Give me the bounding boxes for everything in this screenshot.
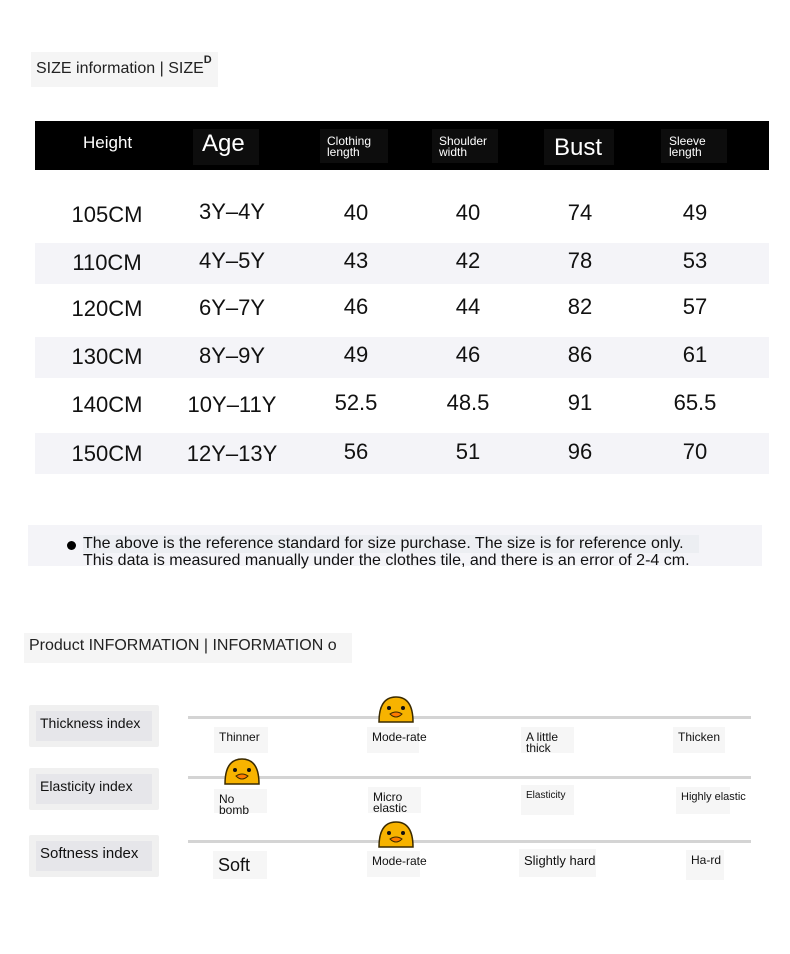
cell-sleeve-length: 70 <box>682 439 708 464</box>
elasticity-level-duck-icon <box>223 757 261 785</box>
table-row <box>35 337 769 378</box>
elasticity-index-label <box>29 768 159 810</box>
cell-bust: 74 <box>567 200 593 225</box>
cell-sleeve-length: 49 <box>682 200 708 225</box>
product-section-title: Product INFORMATION | INFORMATION o <box>24 633 352 663</box>
size-note <box>28 525 762 569</box>
softness-scale-track <box>188 840 751 843</box>
cell-sleeve-length: 57 <box>682 294 708 319</box>
thickness-index-label <box>29 705 159 747</box>
thickness-level-duck-icon <box>377 695 415 723</box>
cell-height: 105CM <box>71 202 143 227</box>
elasticity-option-elasticity: Elasticity <box>521 785 574 815</box>
table-row <box>35 386 769 427</box>
cell-bust: 96 <box>567 439 593 464</box>
header-clothing-length: Clothing length <box>327 134 372 159</box>
cell-age: 12Y–13Y <box>186 441 278 466</box>
cell-clothing-length: 49 <box>343 342 369 367</box>
cell-age: 6Y–7Y <box>198 295 266 320</box>
table-row <box>35 433 769 474</box>
thickness-option-a-little-thick: A little thick <box>521 727 574 753</box>
cell-age: 3Y–4Y <box>198 199 266 224</box>
thickness-scale-track <box>188 716 751 719</box>
cell-clothing-length: 56 <box>343 439 369 464</box>
header-shoulder-width: Shoulder width <box>439 134 488 159</box>
elasticity-option-no-bomb: No bomb <box>214 789 267 813</box>
note-line-1: The above is the reference standard for size purchase. The size is for reference only. <box>83 535 699 553</box>
cell-height: 150CM <box>71 441 143 466</box>
cell-sleeve-length: 65.5 <box>673 390 717 415</box>
softness-index-text: Softness index <box>36 841 152 871</box>
cell-clothing-length: 52.5 <box>334 390 378 415</box>
cell-bust: 78 <box>567 248 593 273</box>
cell-age: 10Y–11Y <box>187 392 277 417</box>
cell-height: 130CM <box>71 344 143 369</box>
cell-clothing-length: 46 <box>343 294 369 319</box>
softness-index-label <box>29 835 159 877</box>
cell-age: 8Y–9Y <box>198 343 266 368</box>
table-row <box>35 192 769 233</box>
cell-shoulder-width: 51 <box>455 439 481 464</box>
size-title-text: SIZE information | SIZE <box>36 60 204 77</box>
table-row <box>35 290 769 331</box>
cell-shoulder-width: 48.5 <box>446 390 490 415</box>
cell-shoulder-width: 44 <box>455 294 481 319</box>
cell-clothing-length: 43 <box>343 248 369 273</box>
elasticity-index-text: Elasticity index <box>36 774 152 804</box>
elasticity-option-highly-elastic: Highly elastic <box>676 787 730 814</box>
thickness-index-text: Thickness index <box>36 711 152 741</box>
softness-option-hard: Ha-rd <box>686 850 724 880</box>
cell-shoulder-width: 46 <box>455 342 481 367</box>
cell-bust: 91 <box>567 390 593 415</box>
cell-height: 120CM <box>71 296 143 321</box>
cell-clothing-length: 40 <box>343 200 369 225</box>
cell-shoulder-width: 40 <box>455 200 481 225</box>
softness-option-slightly-hard: Slightly hard <box>519 849 596 877</box>
thickness-option-thinner: Thinner <box>214 727 268 753</box>
thickness-option-moderate: Mode-rate <box>367 727 419 753</box>
elasticity-option-micro-elastic: Micro elastic <box>368 787 421 813</box>
size-table-header <box>35 121 769 170</box>
cell-height: 110CM <box>72 250 142 275</box>
cell-bust: 82 <box>567 294 593 319</box>
header-height: Height <box>83 133 133 152</box>
header-age: Age <box>202 130 245 157</box>
header-sleeve-length: Sleeve length <box>669 134 706 159</box>
cell-sleeve-length: 61 <box>682 342 708 367</box>
note-line-2: This data is measured manually under the clothes tile, and there is an error of 2-4 cm. <box>83 552 690 569</box>
thickness-option-thicken: Thicken <box>673 727 725 753</box>
size-title-mark: D <box>203 54 212 66</box>
cell-height: 140CM <box>71 392 143 417</box>
bullet-icon <box>67 541 76 550</box>
size-section-title <box>31 52 218 87</box>
softness-option-moderate: Mode-rate <box>367 851 420 877</box>
softness-level-duck-icon <box>377 820 415 848</box>
cell-sleeve-length: 53 <box>682 248 708 273</box>
softness-option-soft: Soft <box>213 851 267 879</box>
header-bust: Bust <box>554 134 603 161</box>
cell-shoulder-width: 42 <box>455 248 481 273</box>
cell-age: 4Y–5Y <box>198 248 266 273</box>
table-row <box>35 243 769 284</box>
cell-bust: 86 <box>567 342 593 367</box>
elasticity-scale-track <box>188 776 751 779</box>
